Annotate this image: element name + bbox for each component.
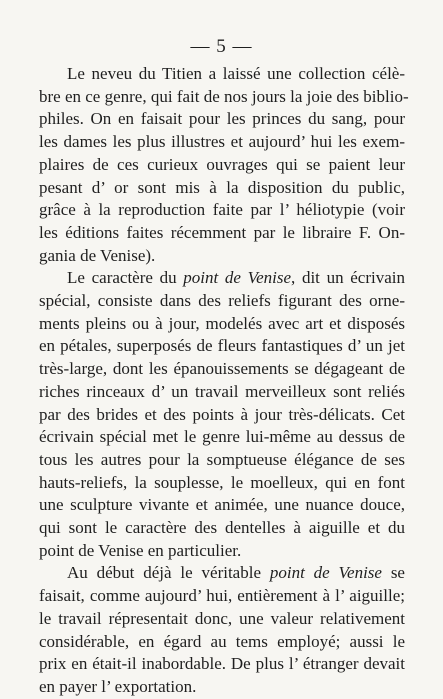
text-run: grâce à la reproduction faite par l’ héliotypie (voir bbox=[39, 200, 405, 220]
text-line bbox=[39, 494, 405, 517]
text-run: riches rinceaux d’ un travail merveilleux sont reliés bbox=[39, 381, 405, 401]
text-run: écrivain spécial met le genre lui-même au dessus de bbox=[39, 427, 405, 447]
text-line bbox=[39, 631, 405, 654]
text-run: Le caractère du bbox=[67, 268, 184, 288]
text-run: considérable, en égard au tems employé; aussi le bbox=[39, 631, 405, 651]
text-run: très-large, dont les épanouissements se dégageant de bbox=[39, 359, 405, 379]
text-run: point de Venise en particulier. bbox=[39, 540, 242, 560]
text-line bbox=[39, 472, 405, 495]
text-run: Le neveu du Titien a laissé une collection célè- bbox=[67, 64, 405, 83]
text-run: qui sont le caractère des dentelles à aiguille et du bbox=[39, 518, 405, 538]
text-line bbox=[39, 199, 405, 222]
text-line bbox=[39, 562, 405, 585]
text-line bbox=[39, 222, 405, 245]
text-line bbox=[39, 108, 405, 131]
italic-text: point de Venise bbox=[183, 268, 292, 288]
text-run: bre en ce genre, qui fait de nos jours la joie des biblio- bbox=[39, 86, 409, 106]
text-run: tous les autres pour la somptueuse élégance de ses bbox=[39, 449, 405, 469]
text-run: par des brides et des points à jour très-délicats. Cet bbox=[39, 404, 405, 424]
text-run: se bbox=[381, 563, 405, 583]
text-line bbox=[39, 245, 405, 268]
text-run: philes. On en faisait pour les princes du sang, pour bbox=[39, 109, 405, 129]
text-run: ments pleins ou à jour, modelés avec art et disposés bbox=[39, 313, 405, 333]
paragraph bbox=[39, 267, 405, 562]
text-run: pesant d’ or sont mis à la disposition du public, bbox=[39, 177, 405, 197]
text-line bbox=[39, 131, 405, 154]
text-line bbox=[39, 63, 405, 86]
text-run: les dames les plus illustres et aujourd’ hui les exem- bbox=[39, 132, 405, 152]
text-line bbox=[39, 404, 405, 427]
text-line bbox=[39, 290, 405, 313]
body-text bbox=[39, 63, 409, 699]
text-line bbox=[39, 517, 405, 540]
text-line bbox=[39, 585, 405, 608]
text-line bbox=[39, 313, 405, 336]
text-line bbox=[39, 177, 405, 200]
text-run: hauts-reliefs, la souplesse, le moelleux, qui en font bbox=[39, 472, 405, 492]
text-run: plaires de ces curieux ouvrages qui se paient leur bbox=[39, 154, 405, 174]
text-run: Au début déjà le véritable bbox=[67, 563, 270, 583]
text-line bbox=[39, 676, 405, 699]
text-run: prix en était-il inabordable. De plus l’ étranger devait bbox=[39, 654, 405, 674]
text-line bbox=[39, 358, 405, 381]
text-run: faisait, comme aujourd’ hui, entièrement à l’ aiguille; bbox=[39, 586, 405, 606]
paragraph bbox=[39, 562, 405, 698]
text-line bbox=[39, 267, 405, 290]
text-line bbox=[39, 653, 405, 676]
text-line bbox=[39, 608, 405, 631]
text-run: une sculpture vivante et animée, une nuance douce, bbox=[39, 495, 405, 515]
paragraph bbox=[39, 63, 409, 267]
text-line bbox=[39, 381, 405, 404]
text-line bbox=[39, 154, 405, 177]
text-run: spécial, consiste dans des reliefs figurant des orne- bbox=[39, 291, 405, 311]
page-number: — 5 — bbox=[190, 36, 253, 57]
text-run: , dit un écrivain bbox=[291, 268, 405, 288]
text-run: en payer l’ exportation. bbox=[39, 676, 197, 696]
text-line bbox=[39, 449, 405, 472]
text-line bbox=[39, 426, 405, 449]
text-run: gania de Venise). bbox=[39, 245, 156, 265]
text-run: le travail répresentait donc, une valeur relativement bbox=[39, 608, 405, 628]
text-line bbox=[39, 335, 405, 358]
text-line bbox=[39, 86, 409, 109]
text-line bbox=[39, 540, 405, 563]
text-run: les éditions faites récemment par le libraire F. On- bbox=[39, 222, 405, 242]
italic-text: point de Venise bbox=[269, 563, 382, 583]
text-run: en pétales, superposés de fleurs fantastiques d’ un jet bbox=[39, 336, 405, 356]
